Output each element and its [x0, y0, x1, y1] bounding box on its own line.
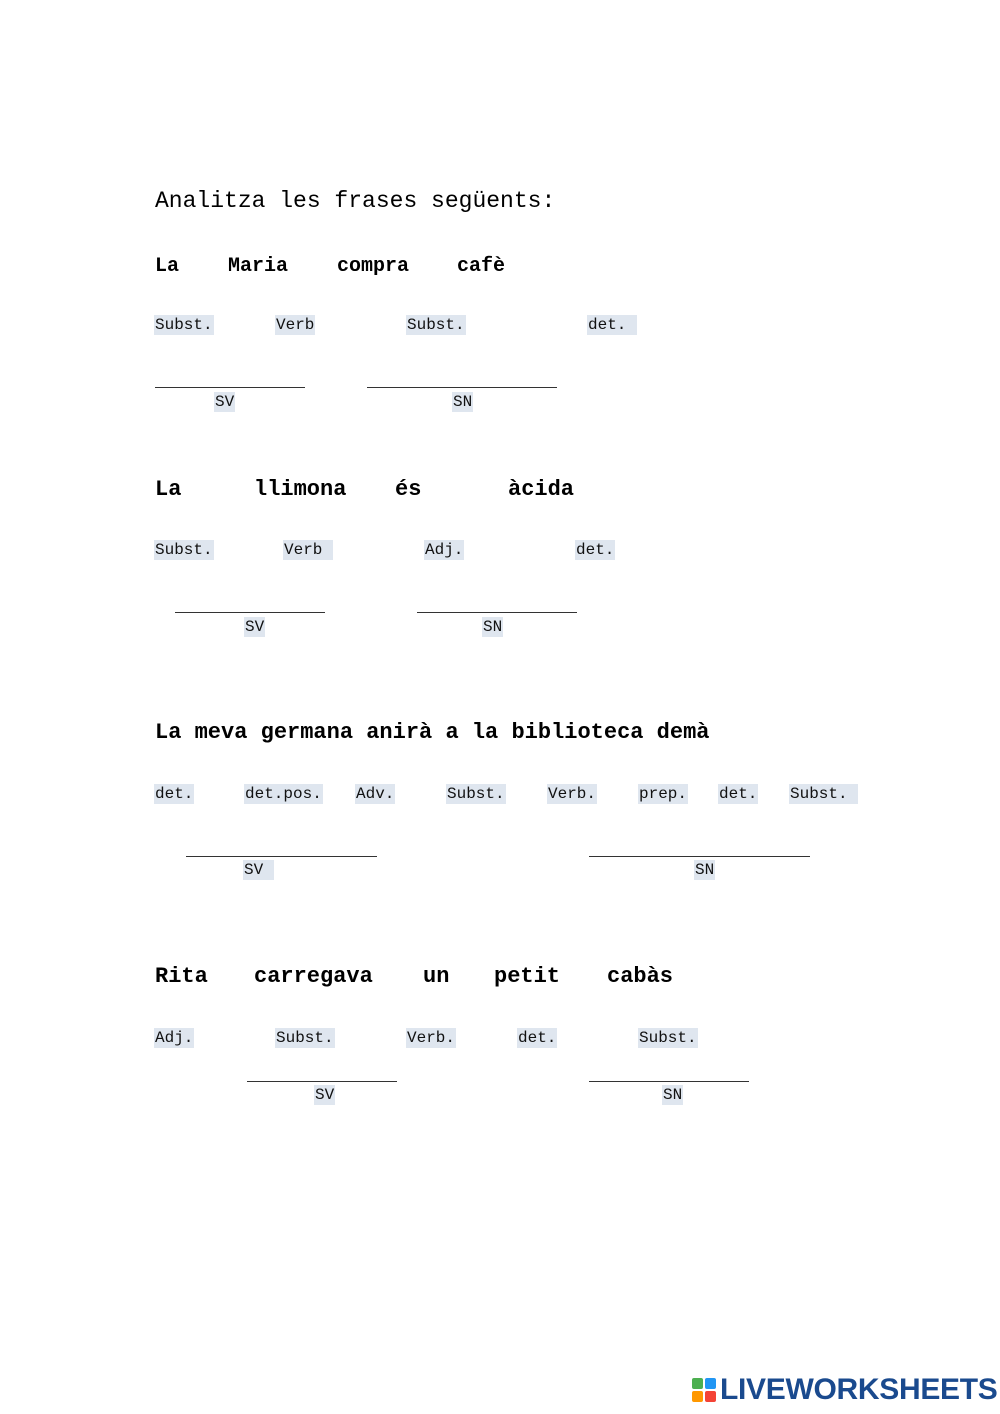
drop-zone-tag[interactable]: det.pos.	[245, 785, 322, 803]
drop-zone-tag[interactable]: det.	[155, 785, 194, 803]
sentence-4-word: un	[423, 964, 450, 989]
drop-zone-tag[interactable]: Subst.	[407, 316, 465, 334]
drop-zone-tag[interactable]: Subst.	[155, 316, 213, 334]
logo-square-icon	[692, 1391, 703, 1402]
sentence-2-word: és	[395, 477, 422, 502]
group-line	[155, 387, 305, 388]
drop-zone-group[interactable]: SN	[695, 861, 715, 879]
group-line	[247, 1081, 397, 1082]
drop-zone-tag[interactable]: Verb	[276, 316, 315, 334]
logo-square-icon	[692, 1378, 703, 1389]
drop-zone-tag[interactable]: Verb.	[407, 1029, 456, 1047]
drop-zone-tag[interactable]: Subst.	[155, 541, 213, 559]
logo-square-icon	[705, 1391, 716, 1402]
drop-zone-tag[interactable]: Subst.	[639, 1029, 697, 1047]
logo-text: LIVEWORKSHEETS	[720, 1373, 998, 1406]
drop-zone-tag[interactable]: Adv.	[356, 785, 395, 803]
drop-zone-tag[interactable]: det.	[576, 541, 615, 559]
group-line	[589, 856, 810, 857]
group-line	[367, 387, 557, 388]
liveworksheets-logo-icon	[692, 1378, 716, 1402]
liveworksheets-logo[interactable]	[692, 1372, 998, 1408]
drop-zone-group[interactable]: SN	[483, 618, 503, 636]
drop-zone-group[interactable]: SV	[245, 618, 265, 636]
sentence-2-word: llimona	[254, 477, 347, 502]
drop-zone-group[interactable]: SV	[215, 393, 235, 411]
sentence-2-word: àcida	[508, 477, 575, 502]
drop-zone-group[interactable]: SV	[315, 1086, 335, 1104]
group-line	[175, 612, 325, 613]
drop-zone-tag[interactable]: det.	[518, 1029, 557, 1047]
drop-zone-tag[interactable]: Subst.	[790, 785, 858, 803]
sentence-1-word: La	[155, 255, 180, 278]
sentence-4-word: Rita	[155, 964, 208, 989]
sentence-4-word: cabàs	[607, 964, 674, 989]
sentence-2-word: La	[155, 477, 182, 502]
drop-zone-tag[interactable]: Adj.	[155, 1029, 194, 1047]
drop-zone-tag[interactable]: det.	[719, 785, 758, 803]
sentence-3-text: La meva germana anirà a la biblioteca demà	[155, 720, 710, 745]
sentence-4-word: carregava	[254, 964, 373, 989]
group-line	[589, 1081, 749, 1082]
sentence-1-word: compra	[337, 255, 410, 278]
sentence-4-word: petit	[494, 964, 561, 989]
drop-zone-tag[interactable]: Adj.	[425, 541, 464, 559]
drop-zone-tag[interactable]: Subst.	[276, 1029, 334, 1047]
drop-zone-group[interactable]: SV	[244, 861, 273, 879]
drop-zone-tag[interactable]: prep.	[639, 785, 688, 803]
group-line	[417, 612, 577, 613]
drop-zone-group[interactable]: SN	[663, 1086, 683, 1104]
drop-zone-tag[interactable]: Verb	[284, 541, 333, 559]
instruction-title: Analitza les frases següents:	[155, 188, 556, 214]
drop-zone-tag[interactable]: det.	[588, 316, 637, 334]
drop-zone-tag[interactable]: Verb.	[548, 785, 597, 803]
sentence-1-word: Maria	[228, 255, 289, 278]
sentence-1-word: cafè	[457, 255, 506, 278]
logo-square-icon	[705, 1378, 716, 1389]
group-line	[186, 856, 377, 857]
drop-zone-tag[interactable]: Subst.	[447, 785, 505, 803]
drop-zone-group[interactable]: SN	[453, 393, 473, 411]
